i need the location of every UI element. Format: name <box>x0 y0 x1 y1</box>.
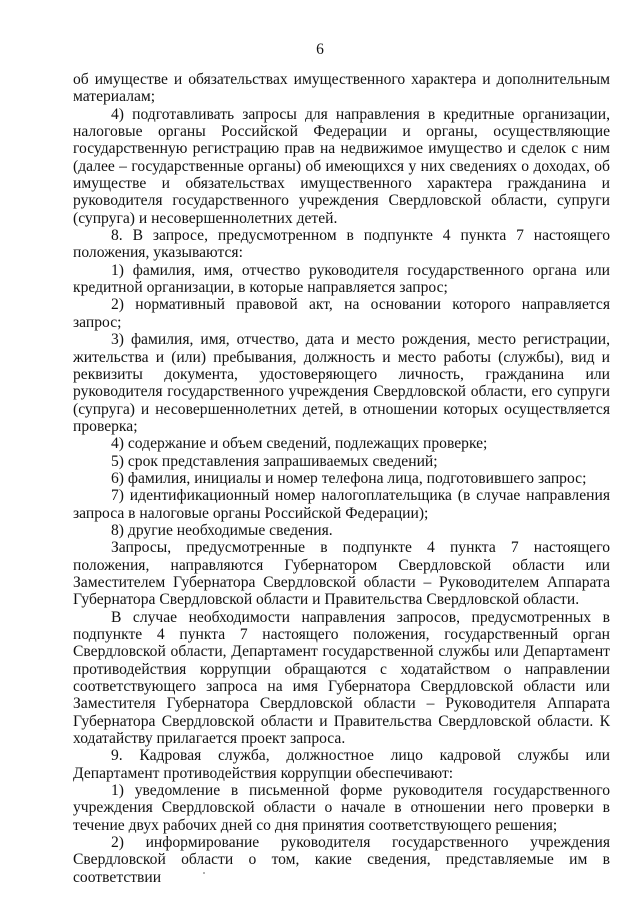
paragraph-clause-9-item-1: 1) уведомление в письменной форме руководителя государственного учреждения Свердловской области о начале в отношении него проверки в течение двух рабочих дней со дня принятия соответствующего решения; <box>73 782 610 834</box>
paragraph-clause-8: 8. В запросе, предусмотренном в подпункте 4 пункта 7 настоящего положения, указываются: <box>73 227 610 262</box>
paragraph-continuation: об имуществе и обязательствах имущественного характера и дополнительным материалам; <box>73 71 610 106</box>
page-number: 6 <box>316 41 324 58</box>
paragraph-clause-8-item-6: 6) фамилия, инициалы и номер телефона лица, подготовившего запрос; <box>111 469 587 487</box>
paragraph-clause-8-item-1: 1) фамилия, имя, отчество руководителя государственного органа или кредитной организации, в которые направляется запрос; <box>73 261 610 297</box>
paragraph-clause-9-item-2: 2) информирование руководителя государственного учреждения Свердловской области о том, какие сведения, представляемые им в соответствии <box>73 834 610 886</box>
paragraph-clause-8-item-4: 4) содержание и объем сведений, подлежащих проверке; <box>111 435 488 453</box>
paragraph-clause-8-item-5: 5) срок представления запрашиваемых сведений; <box>111 452 438 470</box>
paragraph-clause-9: 9. Кадровая служба, должностное лицо кадровой службы или Департамент противодействия коррупции обеспечивают: <box>73 747 610 782</box>
paragraph-clause-8-item-3: 3) фамилия, имя, отчество, дата и место рождения, место регистрации, жительства и (или) пребывания, должность и место работы (службы), вид и реквизиты документа, удостоверяющего личность, гражданина или руководителя государственного учреждения Свердловской области, его супруги (супруга) и несовершеннолетних детей, в отношении которых осуществляется проверка; <box>73 331 610 435</box>
paragraph-requests-sent: Запросы, предусмотренные в подпункте 4 пункта 7 настоящего положения, направляются Губернатором Свердловской области или Заместителем Губернатора Свердловской области – Руководителем Аппарата Губернатора Свердловской области и Правительства Свердловской области. <box>73 539 610 609</box>
scan-speck <box>203 872 205 874</box>
document-body <box>73 71 610 886</box>
paragraph-petition: В случае необходимости направления запросов, предусмотренных в подпункте 4 пункта 7 настоящего положения, государственный орган Свердловской области, Департамент государственной службы или Департамент противодействия коррупции обращаются с ходатайством о направлении соответствующего запроса на имя Губернатора Свердловской области или Заместителя Губернатора Свердловской области – Руководителя Аппарата Губернатора Свердловской области и Правительства Свердловской области. К ходатайству прилагается проект запроса. <box>73 608 610 748</box>
paragraph-clause-8-item-2: 2) нормативный правовой акт, на основании которого направляется запрос; <box>73 296 610 331</box>
paragraph-clause-8-item-7: 7) идентификационный номер налогоплательщика (в случае направления запроса в налоговые органы Российской Федерации); <box>73 487 610 522</box>
paragraph-item-4: 4) подготавливать запросы для направления в кредитные организации, налоговые органы Российской Федерации и органы, осуществляющие государственную регистрацию прав на недвижимое имущество и сделок с ним (далее – государственные органы) об имеющихся у них сведениях о доходах, об имуществе и обязательствах имущественного характера гражданина и руководителя государственного учреждения Свердловской области, супруги (супруга) и несовершеннолетних детей. <box>73 105 610 227</box>
paragraph-clause-8-item-8: 8) другие необходимые сведения. <box>111 521 333 539</box>
